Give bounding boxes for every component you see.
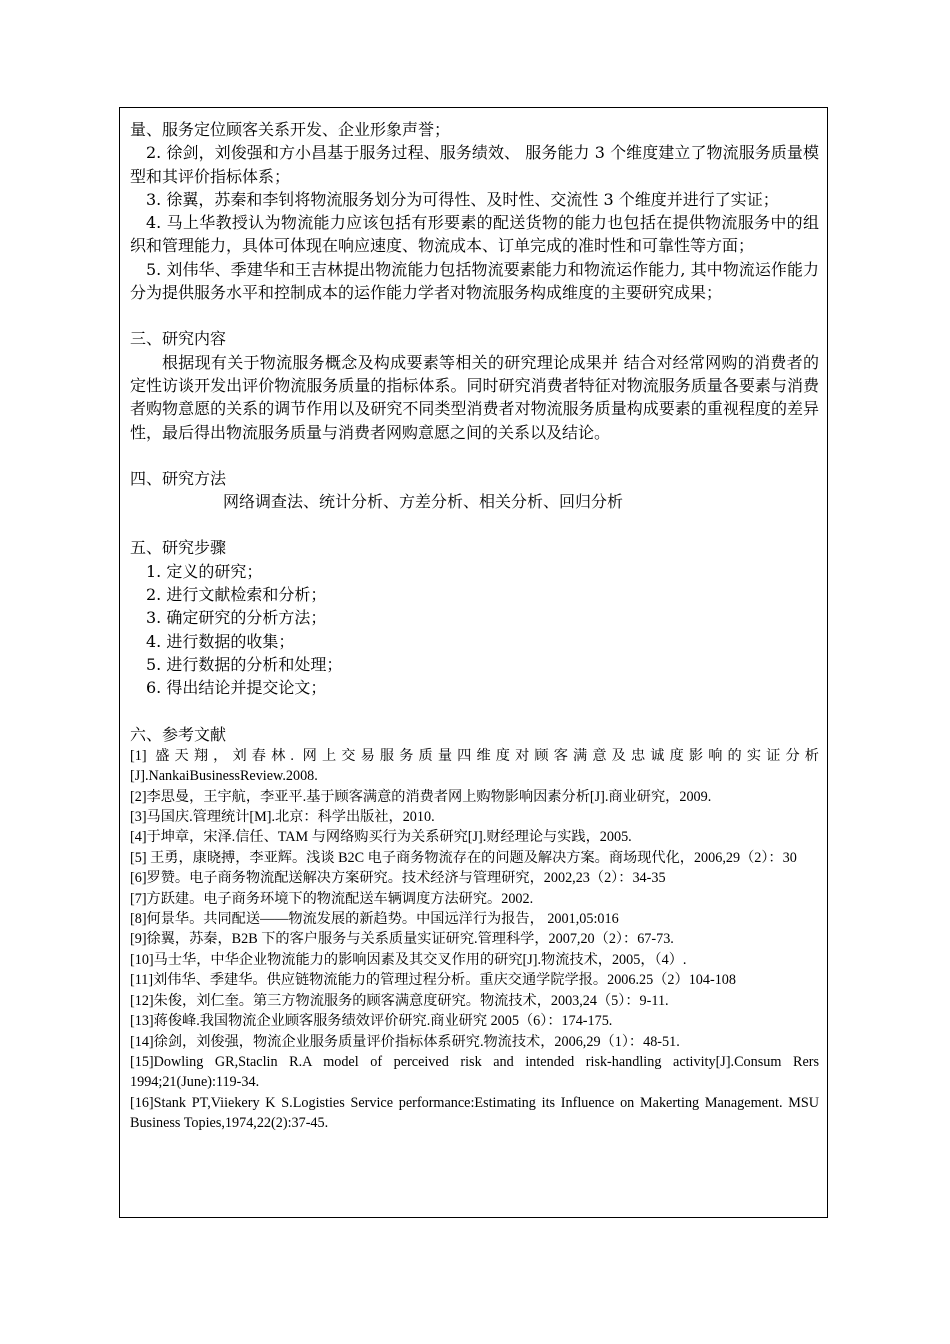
spacer: [130, 304, 819, 327]
reference-item: [4]于坤章，宋泽.信任、TAM 与网络购买行为关系研究[J].财经理论与实践，2005.: [130, 829, 632, 846]
reference-item: [6]罗赞。电子商务物流配送解决方案研究。技术经济与管理研究，2002,23（2）：34-35: [130, 870, 666, 887]
reference-item: [8]何景华。共同配送——物流发展的新趋势。中国远洋行为报告， 2001,05:016: [130, 911, 619, 928]
reference-item: [1] 盛天翔，刘春林. 网上交易服务质量四维度对顾客满意及忠诚度影响的实证分析 [J].NankaiBusinessReview.2008.: [130, 747, 819, 785]
step-item: 5. 进行数据的分析和处理；: [146, 654, 343, 674]
reference-item: [2]李思曼，王宇航，李亚平.基于顾客满意的消费者网上购物影响因素分析[J].商业研究，2009.: [130, 788, 712, 805]
document-content: [130, 118, 819, 1134]
reference-item: [11]刘伟华、季建华。供应链物流能力的管理过程分析。重庆交通学院学报。2006.25（2）104-108: [130, 972, 736, 989]
section-heading-steps: 五、研究步骤: [130, 538, 227, 558]
reference-item: [10]马士华，中华企业物流能力的影响因素及其交叉作用的研究[J].物流技术，2005，（4）.: [130, 951, 687, 968]
section-heading-references: 六、参考文献: [130, 724, 227, 744]
reference-item: [16]Stank PT,Viiekery K S.Logisties Service performance:Estimating its Influence on Makerting Management. MSU Business Topies,1974,22(2):37-45.: [130, 1094, 819, 1132]
spacer: [130, 700, 819, 723]
reference-item: [14]徐剑，刘俊强，物流企业服务质量评价指标体系研究.物流技术，2006,29（1）：48-51.: [130, 1033, 680, 1050]
spacer: [130, 513, 819, 536]
intro-item-3: 3. 徐翼，苏秦和李钊将物流服务划分为可得性、及时性、交流性 3 个维度并进行了实证；: [146, 189, 779, 209]
reference-item: [9]徐翼，苏秦，B2B 下的客户服务与关系质量实证研究.管理科学，2007,20（2）：67-73.: [130, 931, 674, 948]
reference-item: [12]朱俊，刘仁奎。第三方物流服务的顾客满意度研究。物流技术，2003,24（5）：9-11.: [130, 992, 669, 1009]
reference-item: [15]Dowling GR,Staclin R.A model of perceived risk and intended risk-handling activity[J].Consum Rers 1994;21(June):119-34.: [130, 1053, 819, 1091]
step-item: 6. 得出结论并提交论文；: [146, 678, 327, 698]
step-item: 4. 进行数据的收集；: [146, 631, 295, 651]
reference-item: [7]方跃建。电子商务环境下的物流配送车辆调度方法研究。2002.: [130, 890, 534, 907]
spacer: [130, 444, 819, 467]
section-body-method: 网络调查法、统计分析、方差分析、相关分析、回归分析: [223, 492, 624, 512]
intro-line-1: 量、服务定位顾客关系开发、企业形象声誉；: [130, 120, 451, 139]
step-item: 2. 进行文献检索和分析；: [146, 585, 327, 605]
intro-item-4: 4. 马上华教授认为物流能力应该包括有形要素的配送货物的能力也包括在提供物流服务中的组织和管理能力，具体可体现在响应速度、物流成本、订单完成的准时性和可靠性等方面；: [130, 213, 819, 256]
section-body-content: 根据现有关于物流服务概念及构成要素等相关的研究理论成果并 结合对经常网购的消费者的定性访谈开发出评价物流服务质量的指标体系。同时研究消费者特征对物流服务质量各要素与消费者购物意愿的关系的调节作用以及研究不同类型消费者对物流服务质量构成要素的重视程度的差异性，最后得出物流服务质量与消费者网购意愿之间的关系以及结论。: [130, 352, 819, 442]
intro-item-5: 5. 刘伟华、季建华和王吉林提出物流能力包括物流要素能力和物流运作能力, 其中物流运作能力分为提供服务水平和控制成本的运作能力学者对物流服务构成维度的主要研究成果；: [130, 259, 819, 303]
reference-item: [3]马国庆.管理统计[M].北京：科学出版社，2010.: [130, 809, 435, 826]
intro-item-2: 2. 徐剑，刘俊强和方小昌基于服务过程、服务绩效、 服务能力 3 个维度建立了物流服务质量模型和其评价指标体系；: [130, 143, 819, 186]
step-item: 1. 定义的研究；: [146, 561, 263, 581]
section-heading-method: 四、研究方法: [130, 468, 227, 488]
section-heading-content: 三、研究内容: [130, 329, 227, 349]
reference-item: [13]蒋俊峰.我国物流企业顾客服务绩效评价研究.商业研究 2005（6）：174-175.: [130, 1013, 613, 1030]
document-frame: [119, 107, 828, 1218]
step-item: 3. 确定研究的分析方法；: [146, 608, 327, 628]
reference-item: [5] 王勇，康晓搏，李亚辉。浅谈 B2C 电子商务物流存在的问题及解决方案。商场现代化，2006,29（2）：30: [130, 849, 797, 866]
